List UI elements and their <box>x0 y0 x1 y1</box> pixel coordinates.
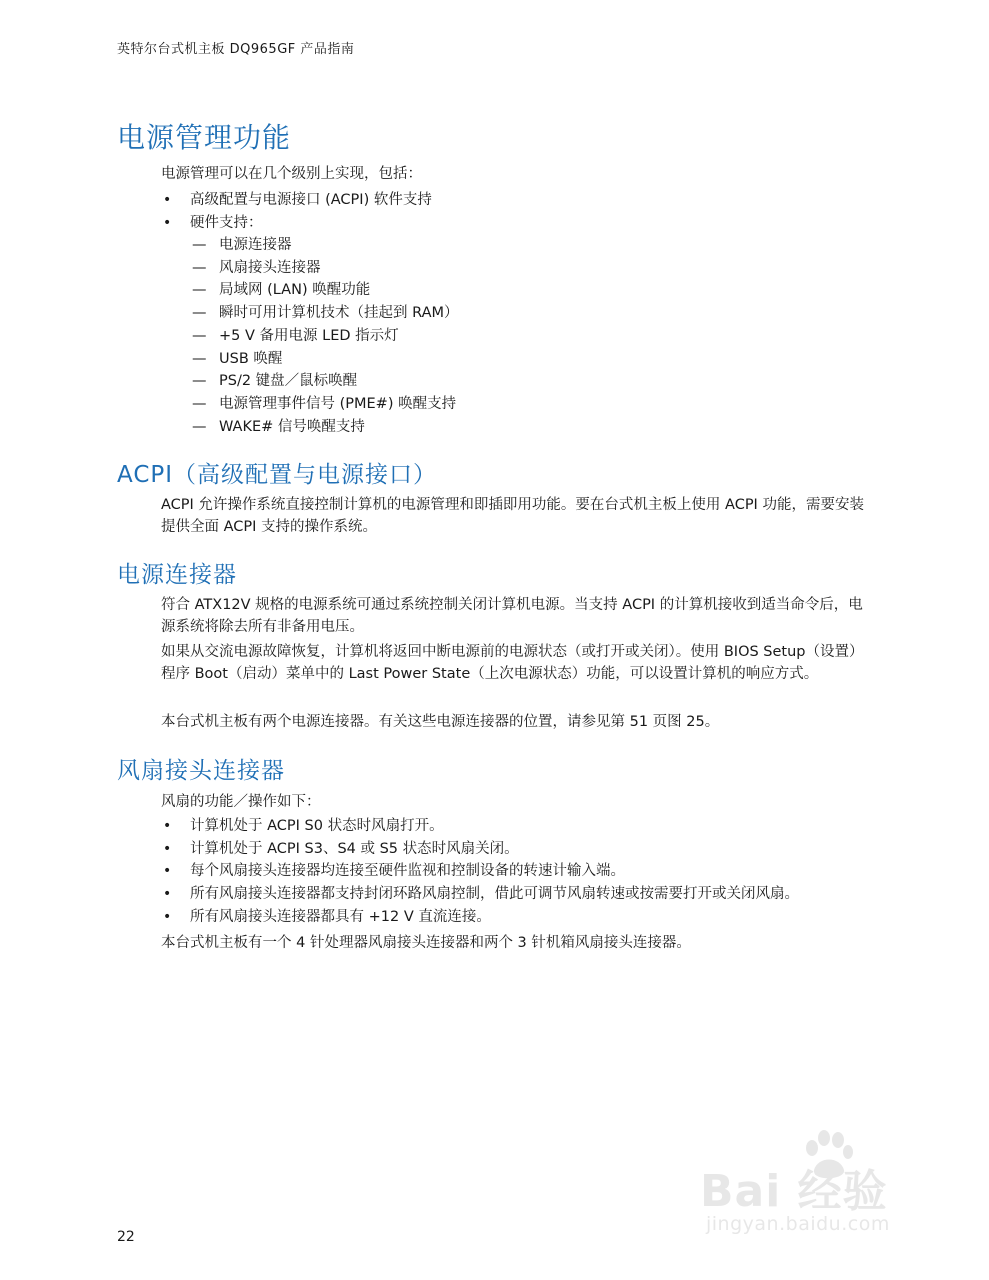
dash-glyph: — <box>192 327 207 344</box>
fan-header-bullet-list <box>161 815 881 929</box>
dash-glyph: — <box>192 418 207 435</box>
section-title-power-connector: 电源连接器 <box>117 562 237 588</box>
sub-list-item-text: 电源连接器 <box>219 237 292 253</box>
section-title-fan-header: 风扇接头连接器 <box>117 758 285 784</box>
list-item <box>161 189 881 212</box>
baidu-jingyan-watermark <box>700 1130 940 1250</box>
sub-list-item-text: 电源管理事件信号 (PME#) 唤醒支持 <box>219 395 457 412</box>
fan-header-intro: 风扇的功能／操作如下： <box>161 794 321 810</box>
sub-list-item <box>190 234 459 257</box>
dash-glyph: — <box>192 350 207 367</box>
sub-list-item <box>190 257 459 280</box>
power-connector-paragraph-1: 符合 ATX12V 规格的电源系统可通过系统控制关闭计算机电源。当支持 ACPI 的计算机接收到适当命令后，电源系统将除去所有非备用电压。 <box>161 597 863 635</box>
section-title-power-management: 电源管理功能 <box>117 121 292 154</box>
fan-header-closing: 本台式机主板有一个 4 针处理器风扇接头连接器和两个 3 针机箱风扇接头连接器。 <box>161 935 691 951</box>
sub-list-item-text: 局域网 (LAN) 唤醒功能 <box>219 282 371 299</box>
sub-list-item <box>190 393 459 416</box>
list-item-text: 计算机处于 ACPI S3、S4 或 S5 状态时风扇关闭。 <box>190 840 519 857</box>
running-header: 英特尔台式机主板 DQ965GF 产品指南 <box>117 42 355 57</box>
list-item-text: 所有风扇接头连接器都具有 +12 V 直流连接。 <box>190 908 491 925</box>
section-title-acpi: ACPI（高级配置与电源接口） <box>117 462 438 488</box>
sub-list-item-text: 瞬时可用计算机技术（挂起到 RAM） <box>219 305 459 322</box>
sub-list-item-text: PS/2 键盘／鼠标唤醒 <box>219 373 358 390</box>
dash-glyph: — <box>192 237 207 253</box>
list-item <box>161 906 881 929</box>
bullet-glyph: • <box>163 840 172 857</box>
power-management-intro: 电源管理可以在几个级别上实现，包括： <box>161 166 422 182</box>
bullet-glyph: • <box>163 863 172 880</box>
sub-list-item <box>190 325 459 348</box>
list-item-text: 所有风扇接头连接器都支持封闭环路风扇控制，借此可调节风扇转速或按需要打开或关闭风扇。 <box>190 886 799 903</box>
list-item-text: 高级配置与电源接口 (ACPI) 软件支持 <box>190 192 432 208</box>
bullet-glyph: • <box>163 818 172 834</box>
power-management-bullet-list <box>161 189 881 234</box>
hardware-support-sub-list <box>190 234 459 438</box>
list-item-text: 计算机处于 ACPI S0 状态时风扇打开。 <box>190 818 444 834</box>
list-item <box>161 860 881 883</box>
list-item-text: 每个风扇接头连接器均连接至硬件监视和控制设备的转速计输入端。 <box>190 863 625 880</box>
list-item-text: 硬件支持： <box>190 214 263 231</box>
watermark-brand: Bai 经验 <box>700 1166 888 1217</box>
bullet-glyph: • <box>163 214 172 231</box>
dash-glyph: — <box>192 282 207 299</box>
sub-list-item <box>190 348 459 371</box>
list-item <box>161 838 881 861</box>
sub-list-item-text: 风扇接头连接器 <box>219 259 321 276</box>
bullet-glyph: • <box>163 908 172 925</box>
acpi-body: ACPI 允许操作系统直接控制计算机的电源管理和即插即用功能。要在台式机主板上使用 ACPI 功能，需要安装提供全面 ACPI 支持的操作系统。 <box>161 497 864 535</box>
bullet-glyph: • <box>163 886 172 903</box>
sub-list-item-text: USB 唤醒 <box>219 350 283 367</box>
list-item <box>161 212 881 235</box>
power-connector-paragraph-2: 如果从交流电源故障恢复，计算机将返回中断电源前的电源状态（或打开或关闭）。使用 BIOS Setup（设置）程序 Boot（启动）菜单中的 Last Power State（上次电源状态）功能，可以设置计算机的响应方式。 <box>161 644 864 682</box>
page-number: 22 <box>117 1229 135 1245</box>
bullet-glyph: • <box>163 192 172 208</box>
list-item <box>161 815 881 838</box>
sub-list-item-text: WAKE# 信号唤醒支持 <box>219 418 365 435</box>
power-connector-paragraph-3: 本台式机主板有两个电源连接器。有关这些电源连接器的位置，请参见第 51 页图 25。 <box>161 714 720 730</box>
list-item <box>161 883 881 906</box>
watermark-url: jingyan.baidu.com <box>706 1213 890 1235</box>
dash-glyph: — <box>192 373 207 390</box>
sub-list-item-text: +5 V 备用电源 LED 指示灯 <box>219 327 399 344</box>
sub-list-item <box>190 279 459 302</box>
sub-list-item <box>190 302 459 325</box>
dash-glyph: — <box>192 259 207 276</box>
sub-list-item <box>190 416 459 439</box>
dash-glyph: — <box>192 395 207 412</box>
sub-list-item <box>190 370 459 393</box>
dash-glyph: — <box>192 305 207 322</box>
